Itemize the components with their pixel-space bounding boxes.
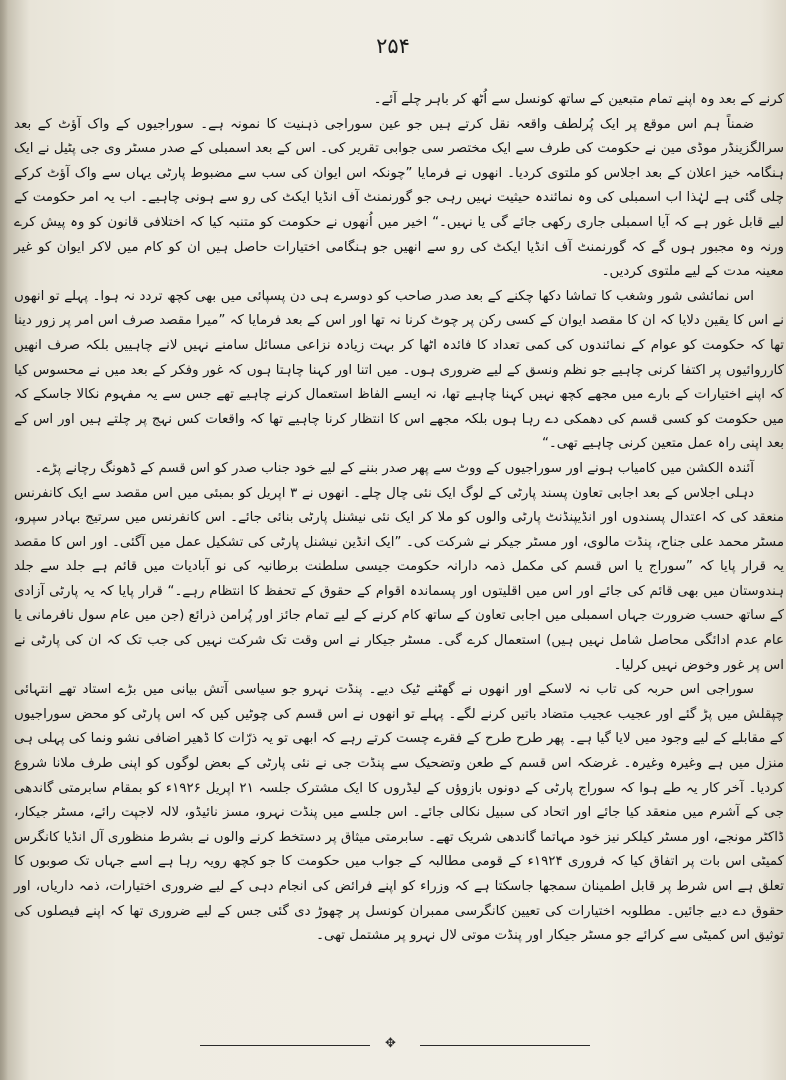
separator-line-right (420, 1045, 590, 1046)
paragraph-1: کرنے کے بعد وہ اپنے تمام متبعین کے ساتھ کونسل سے اُٹھ کر باہر چلے آئے۔ (373, 92, 784, 107)
paragraph-6: سوراجی اس حربہ کی تاب نہ لاسکے اور انھوں نے گھٹنے ٹیک دیے۔ پنڈت نہرو جو سیاسی آتش بیانی میں بڑے استاد تھے انتہائی چپقلش میں پڑ گئے اور عجیب عجیب متضاد باتیں کرنے لگے۔ پہلے تو انھوں نے اس قسم کی چوٹیں کیں کہ اس پارٹی کو محض سوراجیوں کے مقابلے کے لیے وجود میں لایا گیا ہے۔ پھر طرح طرح کے فقرے چست کرتے رہے کہ ابھی تو یہ ذرّات کا ڈھیر اضافی نشو ونما کی پہلی ہی منزل میں ہے وغیرہ وغیرہ۔ غرضکہ اس قسم کے طعن وتضحیک سے پنڈت جی نے نئی پارٹی کے بعض لوگوں کو اپنی طرف ملانا شروع کردیا۔ آخر کار یہ طے ہوا کہ سوراج پارٹی کے دونوں بازوؤں کے لیڈروں کا ایک مشترک جلسہ ۲۱ اپریل ۱۹۲۶ء کو بمقام سابرمتی گاندھی جی کے آشرم میں منعقد کیا جائے اور اتحاد کی سبیل نکالی جائے۔ اس جلسے میں پنڈت نہرو، مسز نائیڈو، لالہ لاجپت رائے، مسٹر جیکار، ڈاکٹر مونجے، اور مسٹر کیلکر نیز خود مہاتما گاندھی شریک تھے۔ سابرمتی میثاق پر دستخط کرنے والوں نے بشرط منظوری آل انڈیا کانگرس کمیٹی اس بات پر اتفاق کیا کہ فروری ۱۹۲۴ء کے قومی مطالبہ کے جواب میں حکومت کا جو کچھ رویہ رہا ہے اسے جہاں تک صوبوں کا تعلق ہے اس شرط پر قابل اطمینان سمجھا جاسکتا ہے کہ وزراء کو اپنے فرائض کی انجام دہی کے لیے ضروری اختیارات، ذمہ داریاں، اور حقوق دے دیے جائیں۔ مطلوبہ اختیارات کی تعیین کانگرسی ممبران کونسل پر چھوڑ دی گئی جس کے لیے ضروری تھا کہ اپنے فیصلوں کی توثیق اس کمیٹی سے کرائے جو مسٹر جیکار اور پنڈت موتی لال نہرو پر مشتمل تھی۔ (14, 682, 785, 944)
flourish-ornament-icon: ✥ (385, 1036, 396, 1051)
page-number: ۲۵۴ (376, 34, 410, 58)
paragraph-4: آئندہ الکشن میں کامیاب ہونے اور سوراجیوں کے ووٹ سے پھر صدر بننے کے لیے خود جناب صدر کو اس قسم کے ڈھونگ رچانے پڑے۔ (34, 460, 754, 476)
paragraph-2: ضمناً ہم اس موقع پر ایک پُرلطف واقعہ نقل کرتے ہیں جو عین سوراجی ذہنیت کا نمونہ ہے۔ سوراجیوں کے واک آؤٹ کے بعد سرالگزینڈر موڈی مین نے حکومت کی طرف سے ایک مختصر سی جوابی تقریر کی۔ اس کے بعد اسمبلی کے صدر مسٹر وی جی پٹیل نے ایک ہنگامہ خیز اعلان کے بعد اجلاس کو ملتوی کردیا۔ انھوں نے فرمایا ”چونکہ اس ایوان کی سب سے مضبوط پارٹی یہاں سے واک آؤٹ کرکے چلی گئی ہے لہٰذا اب اسمبلی کی وہ نمائندہ حیثیت نہیں رہی جو گورنمنٹ آف انڈیا ایکٹ کی رو سے ہونی چاہیے۔ اب یہ امر حکومت کے لیے قابل غور ہے کہ آیا اسمبلی جاری رکھی جائے گی یا نہیں۔“ اخیر میں اُنھوں نے حکومت کو متنبہ کیا کہ اختلافی قانون کو وہ پیش کرے ورنہ وہ مجبور ہوں گے کہ گورنمنٹ آف انڈیا ایکٹ کی رو سے انھیں جو ہنگامی اختیارات حاصل ہیں ان کو کام میں لاکر ایوان کو غیر معینہ مدت کے لیے ملتوی کردیں۔ (14, 116, 784, 280)
section-separator (200, 1036, 590, 1052)
scan-edge-shadow (0, 0, 8, 1080)
paragraph-5: دہلی اجلاس کے بعد اجابی تعاون پسند پارٹی کے لوگ ایک نئی چال چلے۔ انھوں نے ۳ اپریل کو بمبئی میں اس مقصد سے ایک کانفرنس منعقد کی کہ اعتدال پسندوں اور انڈیپنڈنٹ پارٹی والوں کو ملا کر ایک نئی نیشنل پارٹی بنائی جائے۔ اس کانفرنس میں سرتیج بہادر سپرو، مسٹر محمد علی جناح، پنڈت مالوی، اور مسٹر جیکر نے شرکت کی۔ ”ایک انڈین نیشنل پارٹی کی تشکیل عمل میں آگئی۔ اور اس کا مقصد یہ قرار پایا کہ ”سوراج یا اس قسم کی مکمل ذمہ دارانہ حکومت جیسی سلطنت برطانیہ کی نو آبادیات میں قائم ہے جلد سے جلد ہندوستان میں بھی قائم کی جائے اور اس میں اقلیتوں اور پسماندہ اقوام کے حقوق کے تحفظ کا انتظام رہے۔“ قرار پایا کہ یہ پارٹی آزادی کے ساتھ حسب ضرورت جہاں اسمبلی میں اجابی تعاون کے ساتھ کام کرنے کے لیے تمام جائز اور پُرامن ذرائع (جن میں عام سول نافرمانی یا عام عدم ادائگی محاصل شامل نہیں ہیں) استعمال کرے گی۔ مسٹر جیکار نے اس وقت تک شرکت نہیں کی جب تک کہ ان کی پارٹی نے اس پر غور وخوض نہیں کرلیا۔ (14, 485, 784, 673)
body-text (14, 88, 784, 949)
separator-line-left (200, 1045, 370, 1046)
paragraph-3: اس نمائشی شور وشغب کا تماشا دکھا چکنے کے بعد صدر صاحب کو دوسرے ہی دن پسپائی میں بھی کچھ تردد نہ ہوا۔ پہلے تو انھوں نے اس کا یقین دلایا کہ ان کا مقصد ایوان کے کسی رکن پر چوٹ کرنا نہ تھا اور اس کے بعد فرمایا کہ ”میرا مقصد صرف اس امر پر زور دینا تھا کہ حکومت کو عوام کے نمائندوں کی کمی تعداد کا فائدہ اٹھا کر بہت زیادہ نزاعی مسائل سامنے نہیں لانے چاہییں بلکہ صرف انھیں کارروائیوں پر اکتفا کرنی چاہیے جو نظم ونسق کے لیے ضروری ہوں۔ میں اتنا اور کہنا چاہتا ہوں کہ غور وفکر کے بعد میں نے محسوس کیا کہ اپنے اختیارات کے بارے میں مجھے کچھ نہیں کہنا چاہیے تھا، نہ ایسے الفاظ استعمال کرنے چاہیے تھے جس سے یہ مفہوم نکالا جاسکے کہ میں حکومت کو کسی قسم کی دھمکی دے رہا ہوں بلکہ مجھے اس کا انتظار کرنا چاہیے تھا کہ واقعات کس نہج پر چلتے ہیں اور اس کے بعد اپنی راہ عمل متعین کرنی چاہیے تھی۔“ (14, 288, 784, 452)
